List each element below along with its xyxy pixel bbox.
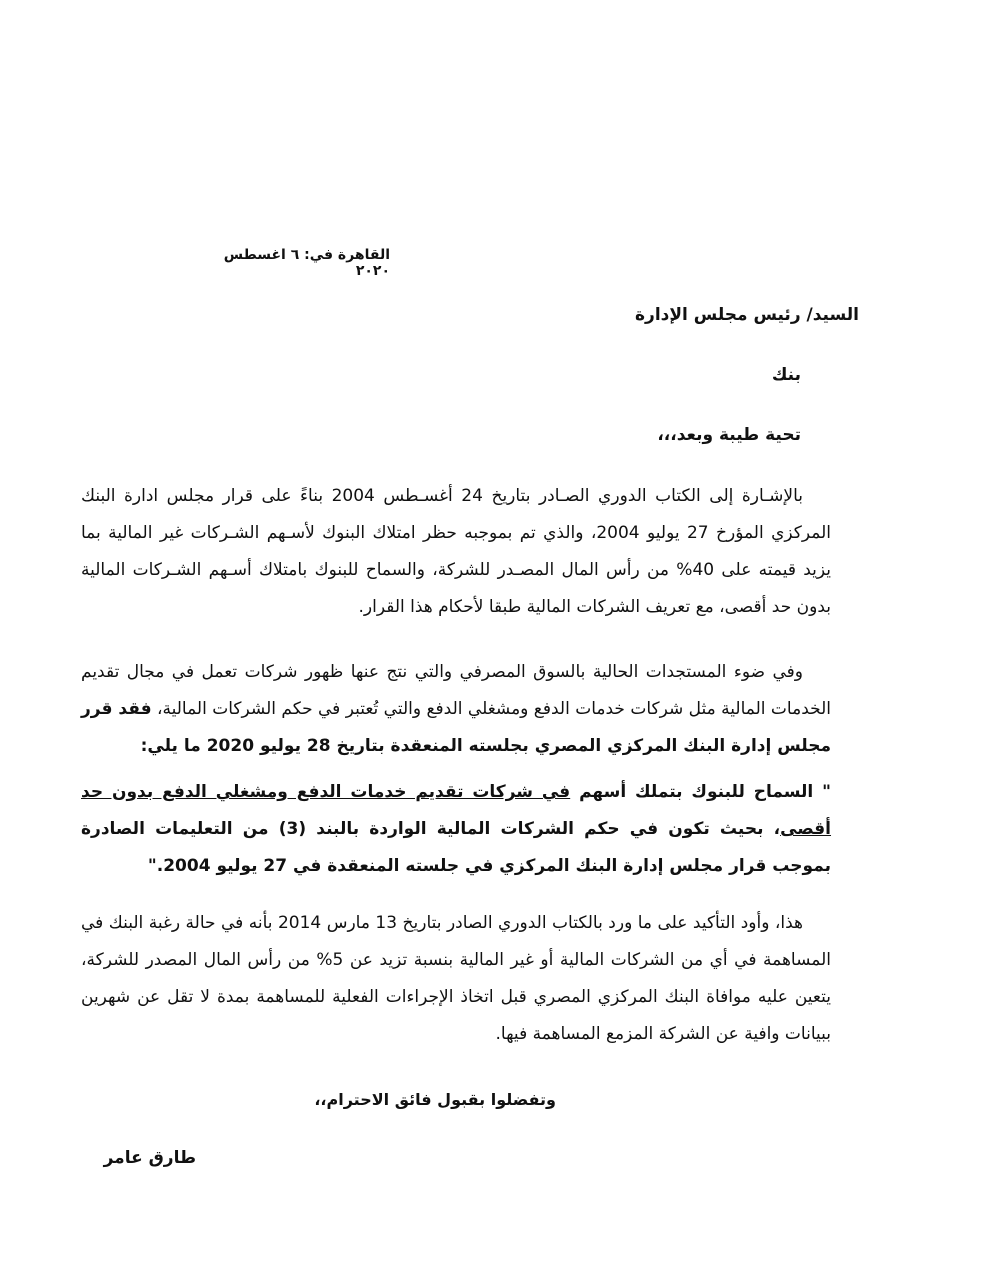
paragraph-decision: [81, 654, 831, 765]
quote-underlined: في شركات تقديم خدمات الدفع ومشغلي الدفع بدون حد أقصى: [81, 782, 832, 839]
paragraph-reference: [81, 478, 831, 626]
letter-date: القاهرة في: ٦ اغسطس ٢٠٢٠: [223, 247, 390, 279]
quote-end: ، بحيث تكون في حكم الشركات المالية الواردة بالبند (3) من التعليمات الصادرة بموجب قرار مجلس إدارة البنك المركزي في جلسته المنعقدة في 27 يوليو 2004.": [81, 819, 831, 876]
paragraph-confirmation: [81, 905, 831, 1053]
bank-name: بنك: [771, 365, 801, 385]
closing: وتفضلوا بقبول فائق الاحترام،،: [314, 1090, 556, 1109]
quote-start: " السماح للبنوك بتملك أسهم: [570, 782, 831, 802]
paragraph-reference-text: بالإشـارة إلى الكتاب الدوري الصـادر بتاريخ 24 أغسـطس 2004 بناءً على قرار مجلس ادارة البنك المركزي المؤرخ 27 يوليو 2004، والذي تم بموجبه حظر امتلاك البنوك لأسـهم الشـركات غير المالية بما يزيد قيمته على 40% من رأس المال المصـدر للشركة، والسماح للبنوك بامتلاك أسـهم الشـركات المالية بدون حد أقصى، مع تعريف الشركات المالية طبقا لأحكام هذا القرار.: [81, 486, 831, 617]
decision-quote: [81, 774, 831, 885]
paragraph-confirmation-text: هذا، وأود التأكيد على ما ورد بالكتاب الدوري الصادر بتاريخ 13 مارس 2014 بأنه في حالة رغبة البنك في المساهمة في أي من الشركات المالية أو غير المالية بنسبة تزيد عن 5% من رأس المال المصدر للشركة، يتعين عليه موافاة البنك المركزي المصري قبل اتخاذ الإجراءات الفعلية للمساهمة بمدة لا تقل عن شهرين ببيانات وافية عن الشركة المزمع المساهمة فيها.: [81, 913, 831, 1044]
addressee: السيد/ رئيس مجلس الإدارة: [635, 305, 859, 325]
paragraph-decision-bold: فقد قرر مجلس إدارة البنك المركزي المصري بجلسته المنعقدة بتاريخ 28 يوليو 2020 ما يلي:: [81, 699, 831, 756]
signature: طارق عامر: [103, 1148, 196, 1168]
greeting: تحية طيبة وبعد،،،: [657, 425, 801, 445]
paragraph-decision-text: وفي ضوء المستجدات الحالية بالسوق المصرفي والتي نتج عنها ظهور شركات تعمل في مجال تقديم الخدمات المالية مثل شركات خدمات الدفع ومشغلي الدفع والتي تُعتبر في حكم الشركات المالية،: [81, 662, 831, 719]
